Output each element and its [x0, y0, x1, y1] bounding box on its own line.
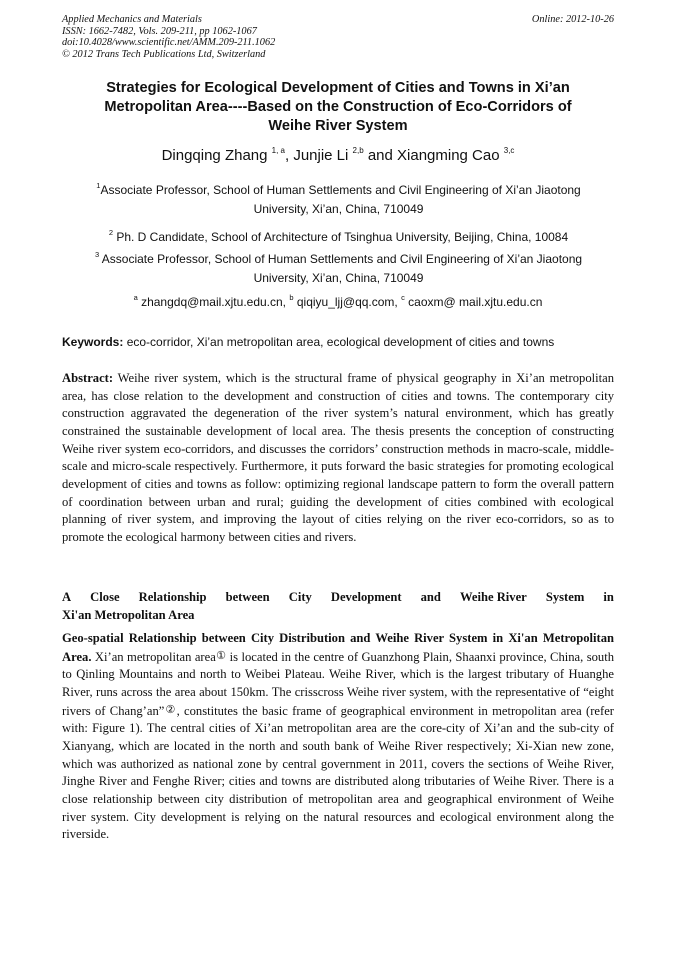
affiliation-3	[75, 250, 602, 288]
author-2-sup: 2,b	[352, 146, 364, 155]
title-line-3: Weihe River System	[268, 118, 408, 134]
footnote-marker-2: ②	[164, 703, 177, 716]
doi-line: doi:10.4028/www.scientific.net/AMM.209-211.1062	[62, 37, 276, 49]
section-word: Development	[330, 590, 402, 604]
author-list	[62, 146, 614, 166]
abstract-text: Weihe river system, which is the structural frame of physical geography in Xi’an metropolitan area, has close relation to the development and construction of cities and towns. The contemporary city construction aggravated the degeneration of the river system’s natural environment, which has greatly constrained the sustainable development of local area. The thesis presents the conception of constructing Weihe river system eco-corridors, and discusses the corridors’ construction methods in macro-scale, middle-scale and micro-scale respectively. Furthermore, it puts forward the basic strategies for promoting ecological development of cities and towns as follow: optimizing regional landscape pattern to form the overall pattern of coordination between urban and rural; guiding the development of cities combined with ecological planning of river system, and improving the layout of cities relying on the river eco-corridors, so as to promote the ecological harmony between cities and rivers.	[62, 371, 614, 544]
affiliation-3-line-2: University, Xi’an, China, 710049	[253, 271, 424, 285]
affiliation-3-line-1: Associate Professor, School of Human Settlements and Civil Engineering of Xi’an Jiaotong	[99, 252, 583, 266]
email-c-sup: c	[401, 293, 405, 302]
email-b-sup: b	[289, 293, 294, 302]
abstract	[62, 370, 614, 547]
affiliation-1-line-2: University, Xi’an, China, 710049	[253, 202, 424, 216]
section-word: System	[545, 590, 585, 604]
keywords-text: eco-corridor, Xi’an metropolitan area, ecological development of cities and towns	[123, 335, 555, 349]
paper-title	[62, 79, 614, 136]
body-paragraph	[62, 630, 614, 844]
author-1-sup: 1, a	[271, 146, 285, 155]
title-line-2: Metropolitan Area----Based on the Construction of Eco-Corridors of	[104, 99, 572, 115]
section-word: A	[62, 590, 72, 604]
author-3: and Xiangming Cao	[363, 147, 504, 164]
section-word: between	[225, 590, 270, 604]
affiliation-1	[75, 181, 602, 219]
author-2: , Junjie Li	[284, 147, 353, 164]
section-word: in	[603, 590, 614, 604]
author-3-sup: 3,c	[503, 146, 515, 155]
journal-name: Applied Mechanics and Materials	[62, 14, 202, 25]
email-a-sup: a	[133, 293, 138, 302]
section-word: City	[288, 590, 312, 604]
body-text-1: Xi’an metropolitan area	[91, 649, 216, 664]
keywords-label: Keywords:	[62, 335, 124, 349]
section-word: Relationship	[138, 590, 207, 604]
affiliation-2-line-1: Ph. D Candidate, School of Architecture of Tsinghua University, Beijing, China, 10084	[113, 230, 569, 244]
affiliation-2	[75, 228, 602, 247]
abstract-label: Abstract:	[62, 371, 114, 385]
affiliation-3-sup: 3	[94, 250, 100, 259]
footnote-marker-1: ①	[215, 649, 227, 662]
online-date: Online: 2012-10-26	[531, 14, 614, 25]
author-1: Dingqing Zhang	[161, 147, 272, 164]
body-text-2: is located in the centre of Guanzhong Plain, Shaanxi province, China, south to Qinling Mountains and north to Weibei Plateau. Weihe River, which is the largest tributary of Huanghe River, runs across the area about 150km. The crisscross Weihe river system, with the representative of “eight rivers of Chang’an”	[62, 649, 614, 718]
body-text-3: , constitutes the basic frame of geographical environment in metropolitan area (refer with: Figure 1). The central cities of Xi’an metropolitan area are the core-city of Xi’an and the sub-city of Xianyang, which are located in the north and south bank of Weihe River respectively; Xi-Xian new zone, which was authorized as national zone by central government in 2011, covers the sections of Weihe River, Jinghe River and Fenghe River; cities and towns are distributed along tributaries of Weihe River. There is a close relationship between city distribution of metropolitan area and geographical environment of Weihe river system. City development is relying on the natural resources and ecological environment along the riverside.	[62, 703, 614, 842]
affiliation-2-sup: 2	[108, 228, 113, 237]
affiliation-1-sup: 1	[96, 181, 101, 190]
section-heading-line-1	[62, 589, 614, 607]
subsection-heading: Geo-spatial Relationship between City Distribution and Weihe River System in Xi'an Metropolitan Area.	[62, 631, 614, 664]
copyright-line: © 2012 Trans Tech Publications Ltd, Switzerland	[62, 48, 266, 60]
email-c: caoxm@ mail.xjtu.edu.cn	[404, 295, 543, 309]
affiliation-1-line-1: Associate Professor, School of Human Settlements and Civil Engineering of Xi’an Jiaotong	[100, 183, 581, 197]
title-line-1: Strategies for Ecological Development of Cities and Towns in Xi’an	[106, 80, 570, 96]
author-emails	[62, 293, 614, 311]
section-word: and	[420, 590, 441, 604]
journal-header	[62, 14, 614, 60]
section-word: Close	[90, 590, 120, 604]
keywords	[62, 333, 614, 351]
section-word: Weihe River	[459, 590, 527, 604]
issn-line: ISSN: 1662-7482, Vols. 209-211, pp 1062-1067	[62, 25, 257, 37]
email-a: zhangdq@mail.xjtu.edu.cn,	[137, 295, 290, 309]
email-b: qiqiyu_ljj@qq.com,	[293, 295, 402, 309]
section-heading-line-2: Xi'an Metropolitan Area	[62, 607, 195, 622]
section-heading	[62, 589, 614, 625]
